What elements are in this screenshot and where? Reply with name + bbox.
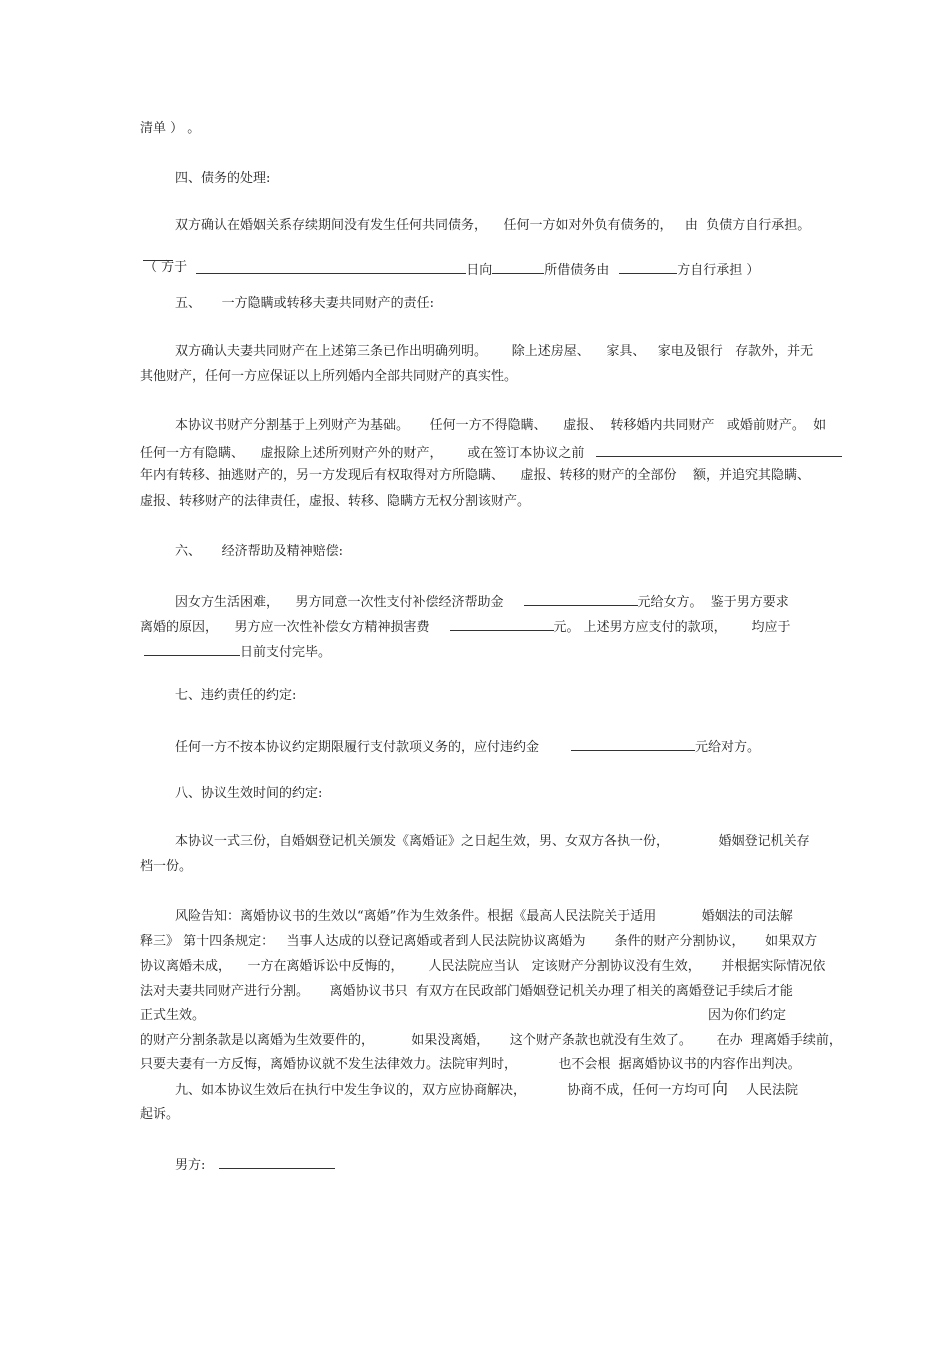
text-run: 元。 上述男方应支付的款项， 均应于 [553,620,791,635]
blank-field [596,443,842,457]
text-run: 日向 [466,263,493,278]
underline [143,260,173,261]
paragraph-line [140,244,759,279]
paragraph-line [140,642,331,661]
paragraph-line [175,592,789,611]
paragraph-line: 的财产分割条款是以离婚为生效要件的， 如果没离婚， 这个财产条款也就没有生效了。 在办 理离婚手续前， [140,1033,842,1048]
blank-field [571,737,695,751]
signature-line [175,1155,335,1174]
text-run: 任何一方不按本协议约定期限履行支付款项义务的，应付违约金 [175,740,540,755]
section-heading: 六、 经济帮助及精神赔偿: [175,544,344,559]
paragraph-line: 其他财产，任何一方应保证以上所列婚内全部共同财产的真实性。 [140,369,518,384]
paragraph-line: 本协议书财产分割基于上列财产为基础。 任何一方不得隐瞒、 虚报、 转移婚内共同财产 或婚前财产。 如 [175,418,827,433]
text-run: 日前支付完毕。 [240,645,332,660]
text-run: 所借债务由 [544,263,610,278]
text-run: 方自行承担 ） [677,263,760,278]
blank-field [524,592,638,606]
blank-field [144,642,240,656]
text-run: 任何一方有隐瞒、 虚报除上述所列财产外的财产， 或在签订本协议之前 [140,446,585,461]
text-run: 离婚的原因， 男方应一次性补偿女方精神损害费 [140,620,430,635]
paragraph-line: 档一份。 [140,859,193,874]
paragraph-line: 起诉。 [140,1107,180,1122]
paragraph-line [140,443,842,462]
text-run: 因女方生活困难， 男方同意一次性支付补偿经济帮助金 [175,595,504,610]
text-run: 向 [712,1079,729,1098]
blank-field [196,260,466,274]
section-heading: 五、 一方隐瞒或转移夫妻共同财产的责任: [175,296,435,311]
text-run: 元给对方。 [695,740,761,755]
paragraph-line: 年内有转移、抽逃财产的，另一方发现后有权取得对方所隐瞒、 虚报、转移的财产的全部份 额，并追究其隐瞒、 [140,468,811,483]
paragraph-line: 释三》 第十四条规定： 当事人达成的以登记离婚或者到人民法院协议离婚为 条件的财产分割协议， 如果双方 [140,934,818,949]
blank-field [492,260,544,274]
text-run: 元给女方。 鉴于男方要求 [637,595,789,610]
blank-field [619,260,677,274]
paragraph-line: 虚报、转移财产的法律责任，虚报、转移、隐瞒方无权分割该财产。 [140,494,531,509]
section-heading: 八、协议生效时间的约定: [175,786,323,801]
paragraph-line: 双方确认夫妻共同财产在上述第三条已作出明确列明。 除上述房屋、 家具、 家电及银行 存款外，并无 [175,344,814,359]
section-heading: 七、违约责任的约定: [175,688,297,703]
paragraph-line [175,1083,710,1099]
section-heading: 四、债务的处理: [175,171,271,186]
paragraph-line: 协议离婚未成， 一方在离婚诉讼中反悔的， 人民法院应当认 定该财产分割协议没有生效， 并根据实际情况依 [140,959,826,974]
signature-label: 男方: [175,1158,206,1173]
paragraph-line [175,737,760,756]
paragraph-line: 双方确认在婚姻关系存续期间没有发生任何共同债务， 任何一方如对外负有债务的， 由 负债方自行承担。 [175,218,811,233]
text-run: 人民法院 [746,1083,799,1098]
paragraph-line: 风险告知：离婚协议书的生效以“离婚”作为生效条件。根据《最高人民法院关于适用 婚姻法的司法解 [175,909,793,924]
paragraph-line: 正式生效。 [140,1008,206,1023]
blank-field [450,617,554,631]
paragraph-line: 因为你们约定 [708,1008,787,1023]
paragraph-line: 法对夫妻共同财产进行分割。 离婚协议书只 有双方在民政部门婚姻登记机关办理了相关的离婚登记手续后才能 [140,984,793,999]
text-run: （ 方于 [144,260,188,275]
paragraph-line: 本协议一式三份，自婚姻登记机关颁发《离婚证》之日起生效，男、女双方各执一份， 婚姻登记机关存 [175,834,810,849]
paragraph-line [140,617,790,636]
paragraph-line: 只要夫妻有一方反悔，离婚协议就不发生法律效力。法院审判时， 也不会根 据离婚协议书的内容作出判决。 [140,1057,801,1072]
text-run: 九、如本协议生效后在执行中发生争议的，双方应协商解决， 协商不成，任何一方均可 [175,1083,711,1098]
text-line: 清单 ） 。 [140,121,201,136]
signature-blank [219,1155,335,1169]
